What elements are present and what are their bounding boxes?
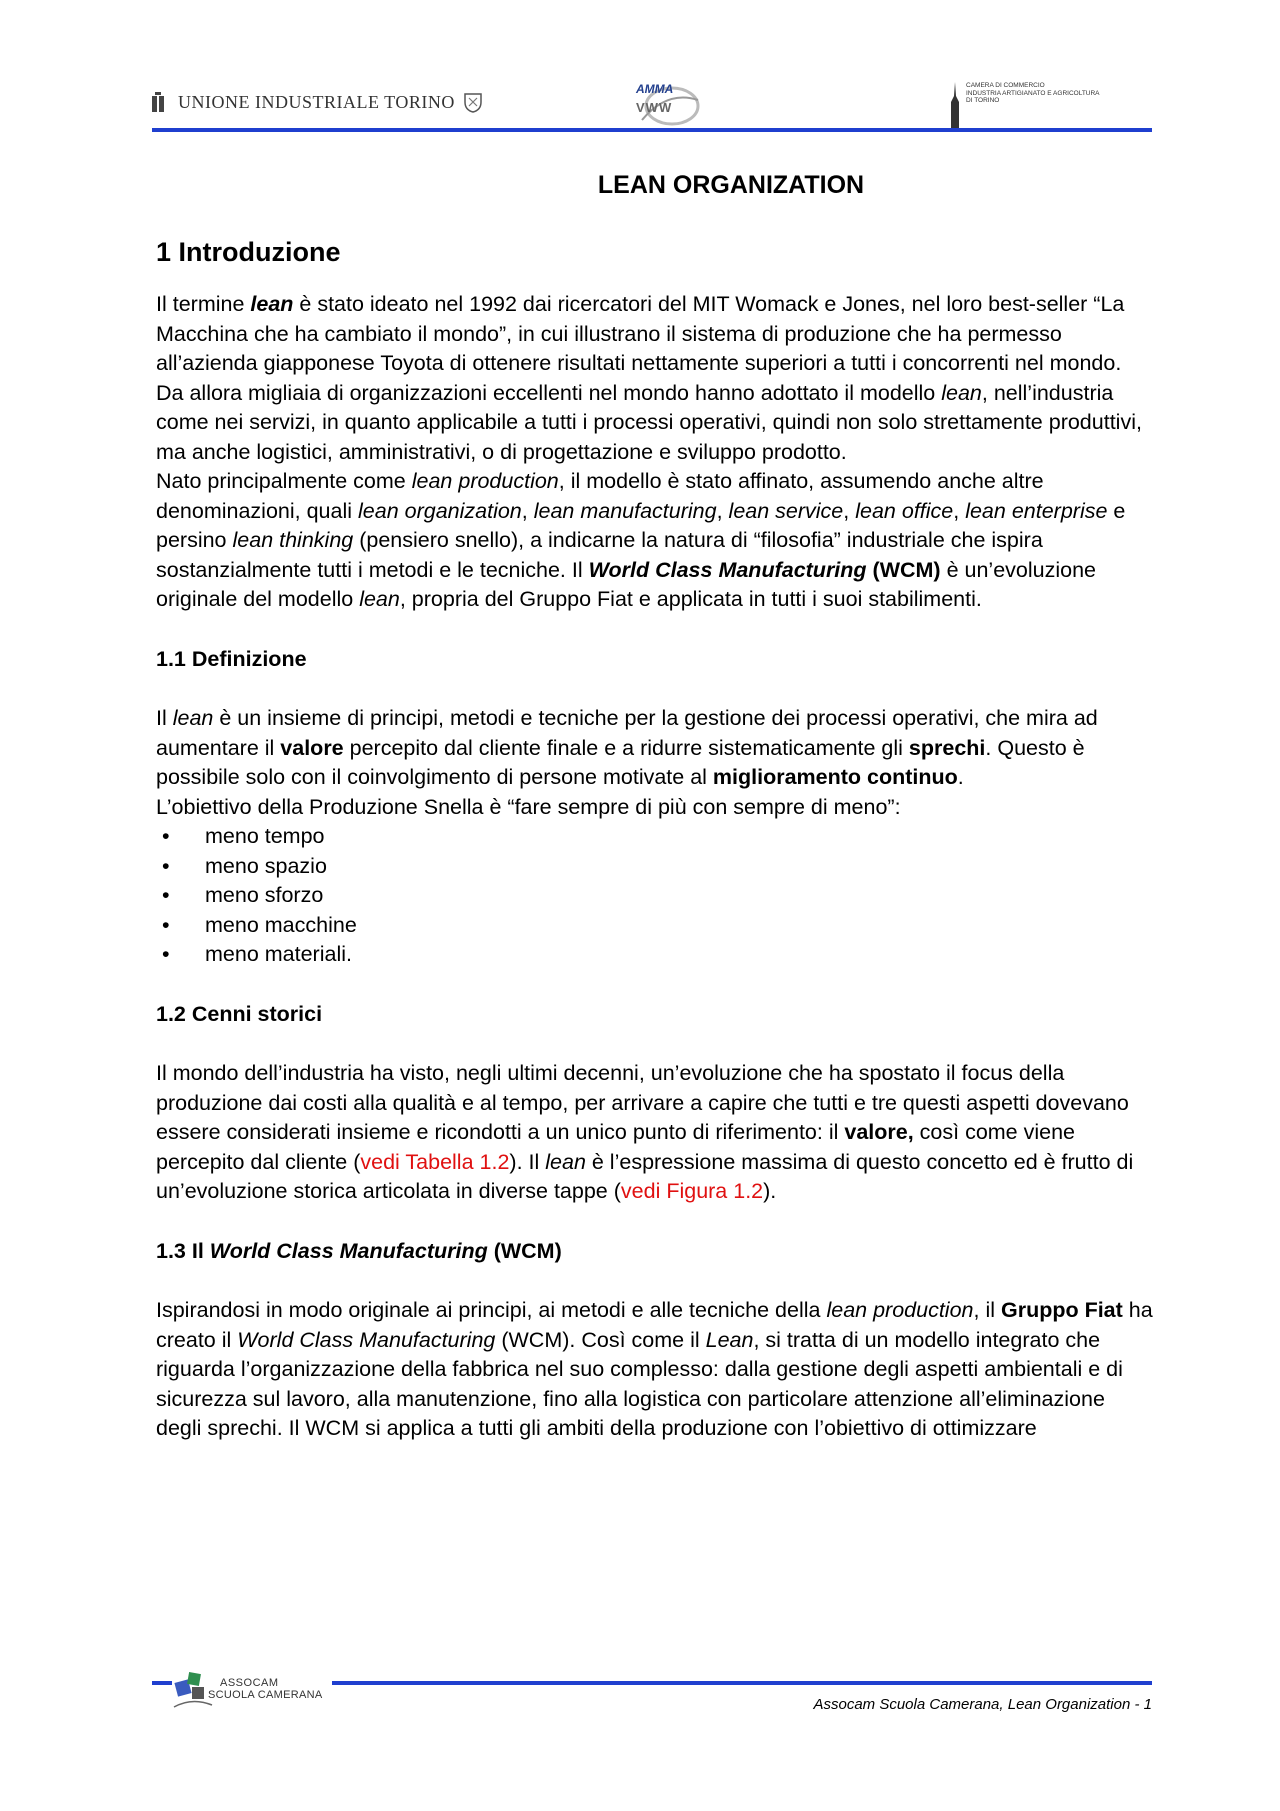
unione-industriale-logo [152, 90, 485, 114]
amma-sub-text: VWW [636, 100, 673, 115]
assocam-cubes-icon [172, 1667, 214, 1709]
mole-antonelliana-icon [948, 82, 962, 128]
camera-line-2: INDUSTRIA ARTIGIANATO E AGRICOLTURA [966, 89, 1100, 97]
intro-paragraph-1: Il termine lean è stato ideato nel 1992 dai ricercatori del MIT Womack e Jones, nel loro best-seller “La Macchina che ha cambiato il mondo”, in cui illustrano il sistema di produzione che ha permesso all’azienda giapponese Toyota di ottenere risultati nettamente superiori a tutti i concorrenti nel mondo. [156, 292, 1125, 375]
wcm-paragraph: Ispirandosi in modo originale ai principi, ai metodi e alle tecniche della lean production, il Gruppo Fiat ha creato il World Class Manufacturing (WCM). Così come il Lean, si tratta di un modello integrato che riguarda l’organizzazione della fabbrica nel suo complesso: dalla gestione degli aspetti ambientali e di sicurezza sul lavoro, alla manutenzione, fino alla logistica con particolare attenzione all’eliminazione degli sprechi. Il WCM si applica a tutti gli ambiti della produzione con l’obiettivo di ottimizzare [156, 1298, 1153, 1440]
amma-text: AMMA [636, 82, 674, 96]
bullet-icon: • [162, 912, 170, 937]
document-title: LEAN ORGANIZATION [597, 171, 865, 199]
camera-line-3: DI TORINO [966, 97, 1000, 104]
scuola-camerana-text: SCUOLA CAMERANA [208, 1689, 323, 1701]
document-body [156, 168, 1156, 1444]
list-item: • meno tempo [156, 822, 1156, 852]
intro-paragraph-2: Da allora migliaia di organizzazioni eccellenti nel mondo hanno adottato il modello lean, nell’industria come nei servizi, in quanto applicabile a tutti i processi operativi, quindi non solo strettamente produttivi, ma anche logistici, amministrativi, o di progettazione e sviluppo prodotto. [156, 380, 1142, 464]
camera-commercio-logo [948, 82, 1116, 128]
camera-commercio-text [966, 82, 1116, 128]
list-item: • meno macchine [156, 911, 1156, 941]
bullet-icon: • [162, 942, 170, 966]
camera-line-1: CAMERA DI COMMERCIO [966, 82, 1045, 89]
unione-industriale-text: UNIONE INDUSTRIALE TORINO [178, 91, 455, 112]
heading-cenni-storici: 1.2 Cenni storici [156, 1001, 323, 1026]
heading-definizione: 1.1 Definizione [156, 646, 307, 671]
bullet-icon: • [162, 853, 170, 878]
definizione-paragraph-1: Il lean è un insieme di principi, metodi e tecniche per la gestione dei processi operativi, che mira ad aumentare il valore percepito dal cliente finale e a ridurre sistematicamente gli sprechi. Questo è possibile solo con il coinvolgimento di persone motivate al miglioramento continuo. [156, 706, 1098, 789]
list-item: • meno materiali. [156, 940, 1156, 970]
link-vedi-figura[interactable]: vedi Figura 1.2 [620, 1179, 764, 1203]
crest-icon [461, 90, 485, 114]
assocam-logo [172, 1665, 332, 1713]
bullet-icon: • [162, 883, 170, 907]
cenni-storici-paragraph: Il mondo dell’industria ha visto, negli ultimi decenni, un’evoluzione che ha spostato il focus della produzione dai costi alla qualità e al tempo, per arrivare a capire che tutti e tre questi aspetti dovevano essere considerati insieme e ricondotti a un unico punto di riferimento: il valore, così come viene percepito dal cliente (vedi Tabella 1.2). Il lean è l’espressione massima di questo concetto ed è frutto di un’evoluzione storica articolata in diverse tappe (vedi Figura 1.2). [156, 1061, 1134, 1203]
bullet-icon: • [162, 824, 170, 848]
obiettivi-list [156, 822, 1156, 970]
intro-paragraph-3: Nato principalmente come lean production, il modello è stato affinato, assumendo anche altre denominazioni, quali lean organization, lean manufacturing, lean service, lean office, lean enterprise e persino lean thinking (pensiero snello), a indicarne la natura di “filosofia” industriale che ispira sostanzialmente tutti i metodi e le tecniche. Il World Class Manufacturing (WCM) è un’evoluzione originale del modello lean, propria del Gruppo Fiat e applicata in tutti i suoi stabilimenti. [156, 469, 1126, 611]
definizione-paragraph-2: L’obiettivo della Produzione Snella è “fare sempre di più con sempre di meno”: [156, 794, 901, 819]
list-item: • meno sforzo [156, 881, 1156, 911]
list-item: • meno spazio [156, 852, 1156, 882]
footer-page-label: Assocam Scuola Camerana, Lean Organization - 1 [813, 1696, 1152, 1713]
assocam-text: ASSOCAM [220, 1677, 279, 1689]
ui-monogram-icon [152, 92, 170, 112]
amma-logo [632, 80, 702, 128]
heading-introduzione: 1 Introduzione [156, 237, 341, 267]
link-vedi-tabella[interactable]: vedi Tabella 1.2 [360, 1149, 510, 1174]
heading-wcm: 1.3 Il World Class Manufacturing (WCM) [156, 1238, 562, 1263]
header-logos [152, 80, 1152, 132]
header-rule [152, 128, 1152, 132]
